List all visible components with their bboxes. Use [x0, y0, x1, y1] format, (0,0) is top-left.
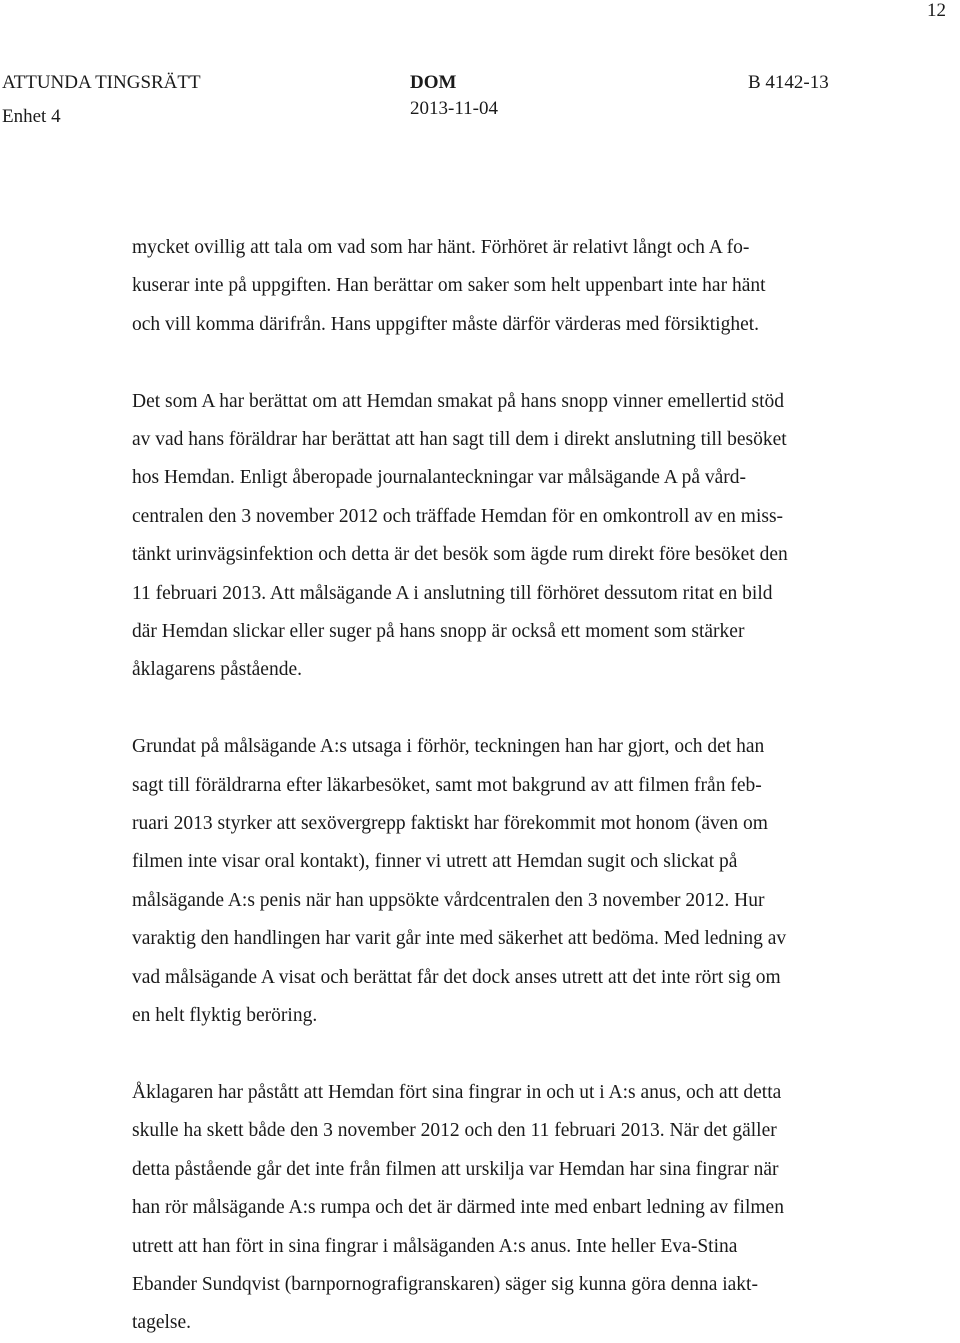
text-line: en helt flyktig beröring. — [132, 1005, 318, 1027]
text-line: utrett att han fört in sina fingrar i målsäganden A:s anus. Inte heller Eva-Stina — [132, 1235, 738, 1257]
text-line: Åklagaren har påstått att Hemdan fört sina fingrar in och ut i A:s anus, och att detta — [132, 1081, 782, 1103]
text-line: filmen inte visar oral kontakt), finner vi utrett att Hemdan sugit och slickat på — [132, 851, 738, 873]
text-line: han rör målsägande A:s rumpa och det är därmed inte med enbart ledning av filmen — [132, 1197, 784, 1219]
text-line: 11 februari 2013. Att målsägande A i anslutning till förhöret dessutom ritat en bild — [132, 582, 773, 604]
text-line: kuserar inte på uppgiften. Han berättar om saker som helt uppenbart inte har hänt — [132, 275, 766, 297]
text-line: där Hemdan slickar eller suger på hans snopp är också ett moment som stärker — [132, 621, 745, 643]
text-line: ruari 2013 styrker att sexövergrepp faktiskt har förekommit mot honom (även om — [132, 813, 768, 835]
document-body — [132, 229, 880, 1343]
text-line: sagt till föräldrarna efter läkarbesöket, samt mot bakgrund av att filmen från feb- — [132, 774, 762, 796]
text-line: Ebander Sundqvist (barnpornografigranskaren) säger sig kunna göra denna iakt- — [132, 1273, 758, 1295]
text-line: detta påstående går det inte från filmen att urskilja var Hemdan har sina fingrar när — [132, 1158, 779, 1180]
text-line: Det som A har berättat om att Hemdan smakat på hans snopp vinner emellertid stöd — [132, 390, 785, 412]
paragraph — [132, 229, 880, 344]
text-line: åklagarens påstående. — [132, 659, 302, 681]
document-type: DOM — [410, 72, 457, 93]
text-line: hos Hemdan. Enligt åberopade journalanteckningar var målsägande A på vård- — [132, 467, 747, 489]
court-unit: Enhet 4 — [2, 106, 61, 127]
text-line: mycket ovillig att tala om vad som har hänt. Förhöret är relativt långt och A fo- — [132, 237, 750, 258]
text-line: tänkt urinvägsinfektion och detta är det besök som ägde rum direkt före besöket den — [132, 544, 788, 566]
paragraph — [132, 728, 880, 1035]
text-line: tagelse. — [132, 1312, 192, 1334]
text-line: av vad hans föräldrar har berättat att han sagt till dem i direkt anslutning till besöket — [132, 429, 787, 451]
text-line: varaktig den handlingen har varit går inte med säkerhet att bedöma. Med ledning av — [132, 928, 787, 950]
text-line: Grundat på målsägande A:s utsaga i förhör, teckningen han har gjort, och det han — [132, 736, 765, 758]
text-line: och vill komma därifrån. Hans uppgifter måste därför värderas med försiktighet. — [132, 313, 760, 335]
document-header — [0, 68, 960, 128]
case-number: B 4142-13 — [748, 72, 829, 93]
court-name: ATTUNDA TINGSRÄTT — [2, 72, 201, 93]
text-line: centralen den 3 november 2012 och träffade Hemdan för en omkontroll av en miss- — [132, 505, 784, 527]
document-date: 2013-11-04 — [410, 98, 498, 119]
page-number: 12 — [927, 0, 946, 21]
text-line: skulle ha skett både den 3 november 2012 och den 11 februari 2013. När det gäller — [132, 1120, 777, 1142]
paragraph — [132, 383, 880, 690]
text-line: vad målsägande A visat och berättat får det dock anses utrett att det inte rört sig om — [132, 966, 781, 988]
text-line: målsägande A:s penis när han uppsökte vårdcentralen den 3 november 2012. Hur — [132, 889, 765, 911]
paragraph — [132, 1074, 880, 1343]
